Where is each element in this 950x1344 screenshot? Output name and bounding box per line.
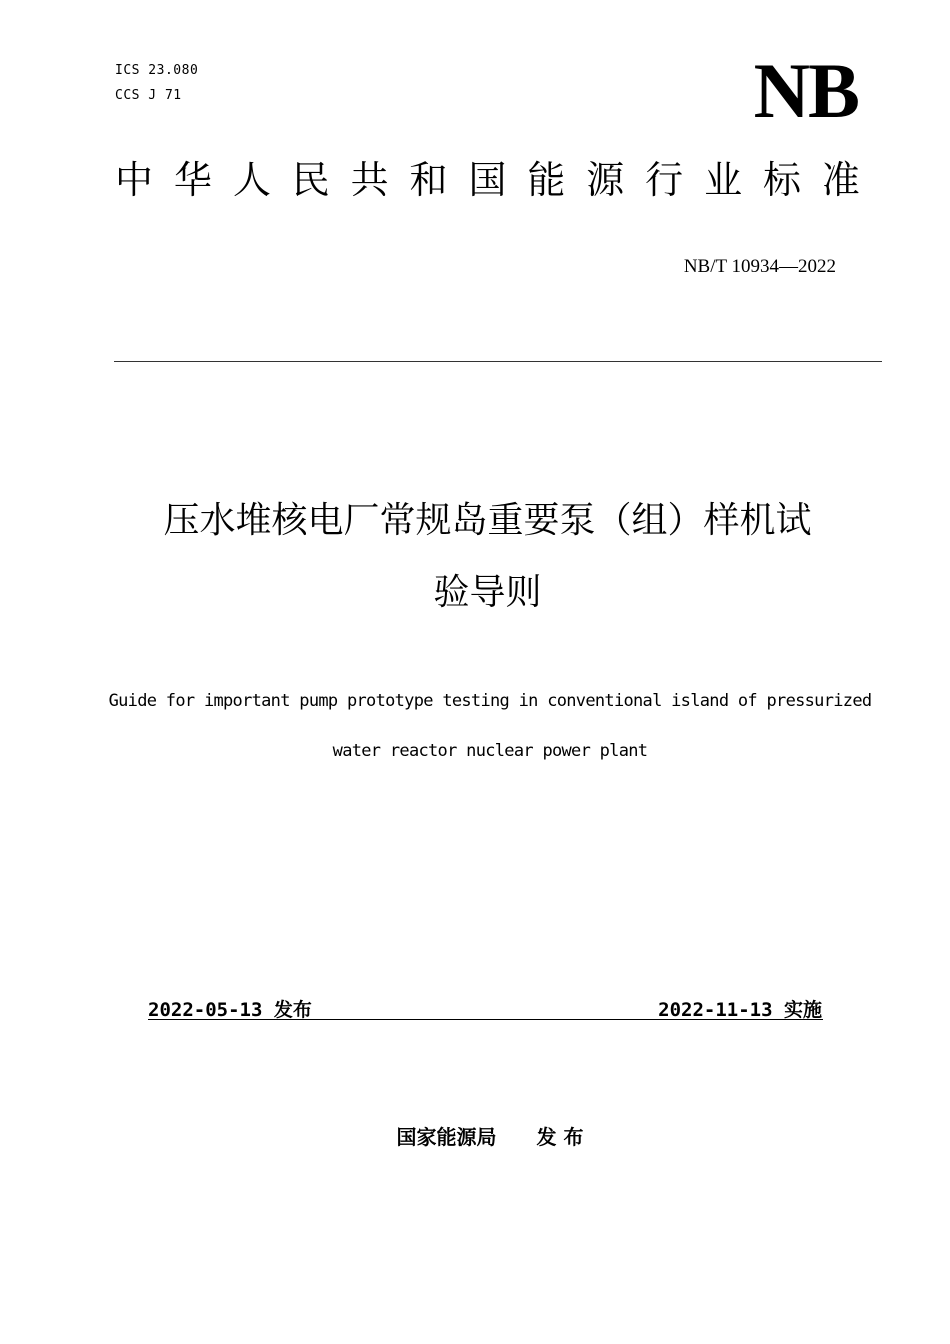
- title-char: 行: [645, 158, 684, 202]
- ics-code: ICS 23.080: [115, 63, 199, 78]
- document-title-english: [90, 676, 890, 776]
- ccs-code: CCS J 71: [115, 88, 182, 103]
- title-english-line: water reactor nuclear power plant: [332, 741, 648, 761]
- document-title-chinese: [100, 485, 875, 629]
- title-char: 中: [115, 158, 154, 202]
- title-chinese-line: 压水堆核电厂常规岛重要泵（组）样机试: [163, 500, 812, 541]
- title-char: 国: [468, 158, 507, 202]
- title-char: 共: [350, 158, 389, 202]
- title-char: 人: [232, 158, 271, 202]
- nb-logo: NB: [753, 47, 858, 134]
- publisher: 国家能源局 发 布: [396, 1125, 584, 1149]
- title-char: 准: [821, 158, 860, 202]
- header-divider: [114, 361, 882, 362]
- title-char: 源: [586, 158, 625, 202]
- title-char: 标: [762, 158, 801, 202]
- effective-date: 2022-11-13 实施: [658, 999, 822, 1021]
- date-divider: [148, 1019, 823, 1020]
- standard-category-title: [115, 155, 860, 205]
- title-chinese-line: 验导则: [433, 572, 542, 613]
- title-char: 能: [527, 158, 566, 202]
- title-char: 业: [704, 158, 743, 202]
- release-date: 2022-05-13 发布: [148, 999, 312, 1021]
- title-char: 民: [291, 158, 330, 202]
- title-english-line: Guide for important pump prototype testing in conventional island of pressurized: [108, 691, 872, 711]
- title-char: 和: [409, 158, 448, 202]
- standard-number: NB/T 10934—2022: [683, 256, 836, 277]
- title-char: 华: [173, 158, 212, 202]
